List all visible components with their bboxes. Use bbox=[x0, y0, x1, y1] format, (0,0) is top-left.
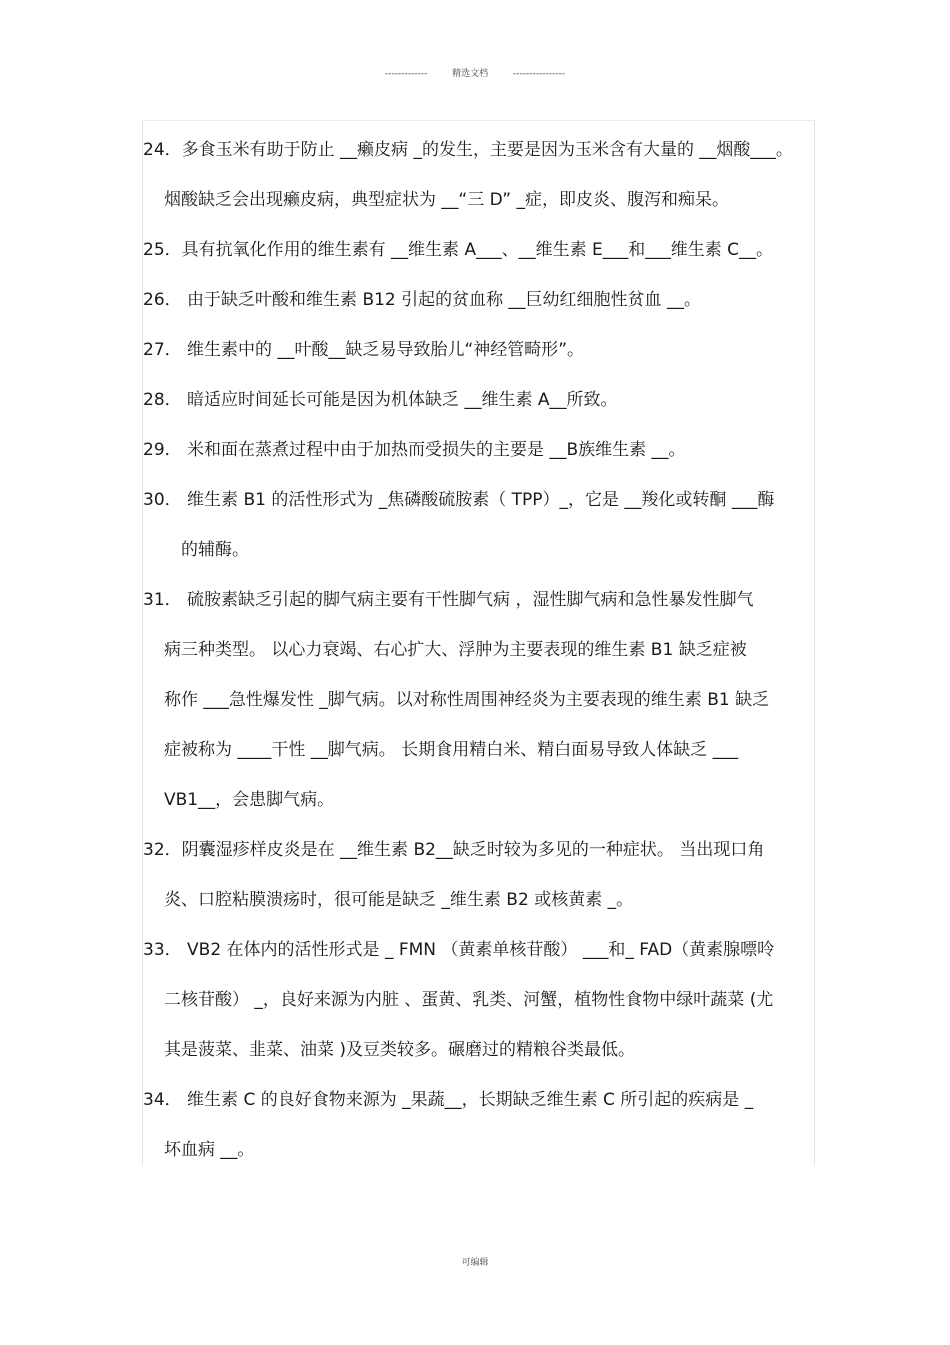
text-line: 病三种类型。 以心力衰竭、右心扩大、浮肿为主要表现的维生素 B1 缺乏症被 bbox=[164, 640, 747, 660]
header-title: 精选文档 bbox=[452, 69, 489, 79]
text-line: 32．阴囊湿疹样皮炎是在 __维生素 B2__缺乏时较为多见的一种症状。 当出现口角 bbox=[143, 840, 765, 860]
frame-top-border bbox=[142, 120, 814, 121]
document-body bbox=[143, 125, 833, 1175]
text-line: 其是菠菜、韭菜、油菜 )及豆类较多。碾磨过的精粮谷类最低。 bbox=[164, 1040, 636, 1060]
text-line: 二核苷酸） _，良好来源为内脏 、蛋黄、乳类、河蟹，植物性食物中绿叶蔬菜 (尤 bbox=[164, 990, 774, 1010]
text-line: VB1__，会患脚气病。 bbox=[164, 790, 335, 810]
text-line: 29． 米和面在蒸煮过程中由于加热而受损失的主要是 __B族维生素 __。 bbox=[143, 440, 686, 460]
text-line: 症被称为 ____干性 __脚气病。 长期食用精白米、精白面易导致人体缺乏 ___ bbox=[164, 740, 739, 760]
text-line: 炎、口腔粘膜溃疡时，很可能是缺乏 _维生素 B2 或核黄素 _。 bbox=[164, 890, 634, 910]
page-footer: 可编辑 bbox=[461, 1258, 489, 1268]
text-line: 30． 维生素 B1 的活性形式为 _焦磷酸硫胺素（ TPP）_，它是 __羧化或转酮 ___酶 bbox=[143, 490, 775, 510]
text-line: 坏血病 __。 bbox=[164, 1140, 255, 1160]
page-header bbox=[0, 66, 950, 79]
text-line: 烟酸缺乏会出现癞皮病，典型症状为 __“三 D” _症，即皮炎、腹泻和痴呆。 bbox=[164, 190, 729, 210]
text-line: 31． 硫胺素缺乏引起的脚气病主要有干性脚气病 ，湿性脚气病和急性暴发性脚气 bbox=[143, 590, 754, 610]
text-line: 24．多食玉米有助于防止 __癞皮病 _的发生，主要是因为玉米含有大量的 __烟酸___。 bbox=[143, 140, 793, 160]
text-line: 称作 ___急性爆发性 _脚气病。以对称性周围神经炎为主要表现的维生素 B1 缺乏 bbox=[164, 690, 770, 710]
text-line: 33． VB2 在体内的活性形式是 _ FMN （黄素单核苷酸） ___和_ FAD（黄素腺嘌呤 bbox=[143, 940, 775, 960]
header-left-dots: ------------- bbox=[385, 69, 428, 79]
text-line: 27． 维生素中的 __叶酸__缺乏易导致胎儿“神经管畸形”。 bbox=[143, 340, 585, 360]
text-line: 26． 由于缺乏叶酸和维生素 B12 引起的贫血称 __巨幼红细胞性贫血 __。 bbox=[143, 290, 701, 310]
text-line: 的辅酶。 bbox=[181, 540, 249, 560]
text-line: 34． 维生素 C 的良好食物来源为 _果蔬__，长期缺乏维生素 C 所引起的疾病是 _ bbox=[143, 1090, 754, 1110]
text-line: 28． 暗适应时间延长可能是因为机体缺乏 __维生素 A__所致。 bbox=[143, 390, 618, 410]
header-right-dots: ---------------- bbox=[513, 69, 565, 79]
text-line: 25．具有抗氧化作用的维生素有 __维生素 A___、__维生素 E___和___维生素 C__。 bbox=[143, 240, 773, 260]
